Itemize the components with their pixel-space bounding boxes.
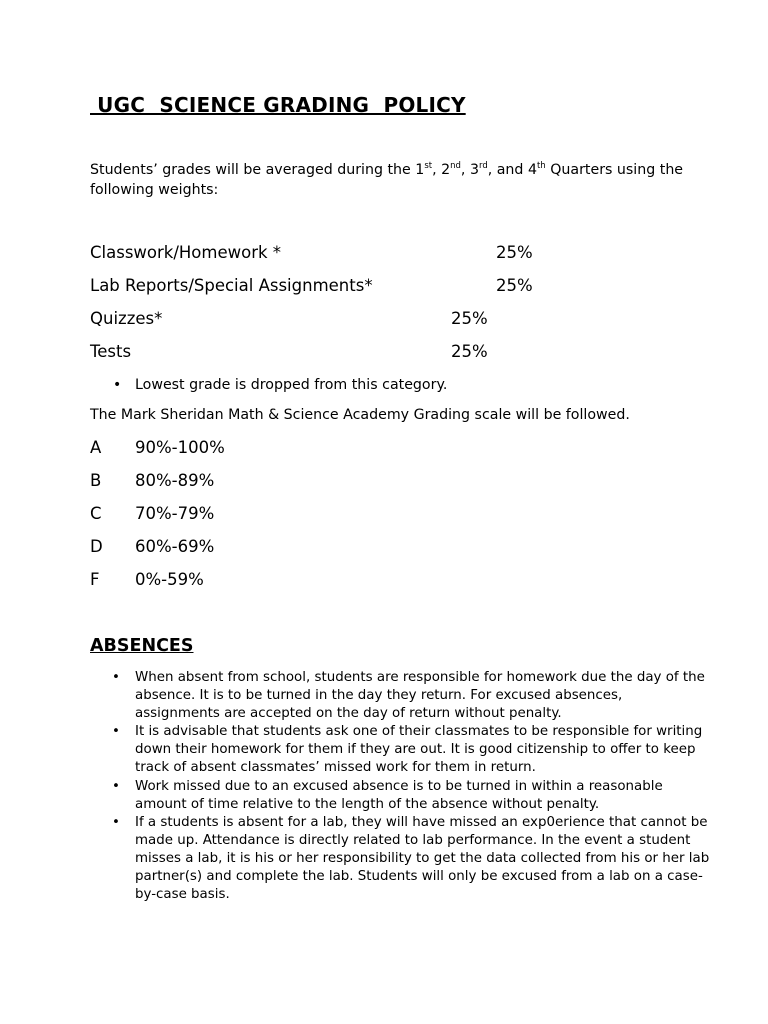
bullet-icon: • bbox=[112, 814, 120, 830]
list-item-text: Work missed due to an excused absence is to be turned in within a reasonable amount of time relative to the length of the absence without penalty. bbox=[135, 778, 663, 812]
intro-paragraph bbox=[90, 160, 690, 200]
list-item bbox=[90, 778, 710, 814]
weight-row-tests bbox=[90, 342, 488, 361]
absences-list bbox=[90, 669, 710, 904]
weight-row-quizzes bbox=[90, 309, 488, 328]
list-item bbox=[90, 669, 710, 723]
intro-text-2: , 2 bbox=[432, 162, 451, 178]
grade-range: 0%-59% bbox=[135, 570, 204, 589]
intro-sup-1: st bbox=[424, 161, 433, 171]
grade-letter: B bbox=[90, 471, 102, 490]
bullet-icon: • bbox=[112, 724, 120, 740]
intro-sup-4: th bbox=[536, 161, 546, 171]
weight-percent: 25% bbox=[496, 276, 533, 295]
intro-sup-2: nd bbox=[450, 161, 461, 171]
weight-label: Classwork/Homework * bbox=[90, 243, 282, 262]
grade-range: 90%-100% bbox=[135, 438, 225, 457]
intro-text-4: , and 4 bbox=[487, 162, 537, 178]
page-title: UGC SCIENCE GRADING POLICY bbox=[90, 93, 466, 117]
weight-row-classwork bbox=[90, 243, 533, 262]
weight-label: Tests bbox=[90, 342, 132, 361]
absences-heading: ABSENCES bbox=[90, 636, 194, 656]
list-item-text: It is advisable that students ask one of their classmates to be responsible for writing down their homework for them if they are out. It is good citizenship to offer to keep track of absent classmates’ missed work for them in return. bbox=[135, 724, 703, 776]
list-item-text: If a students is absent for a lab, they will have missed an exp0erience that cannot be made up. Attendance is directly related to lab performance. In the event a student misses a lab, it is his or her responsibility to get the data collected from his or her lab partner(s) and complete the lab. Students will only be excused from a lab on a case-by-case basis. bbox=[135, 814, 710, 903]
bullet-icon: • bbox=[112, 670, 120, 685]
grade-letter: C bbox=[90, 504, 102, 523]
list-item-text: When absent from school, students are responsible for homework due the day of the absence. It is to be turned in the day they return. For excused absences, assignments are accepted on the day of return without penalty. bbox=[135, 670, 705, 722]
weight-label: Lab Reports/Special Assignments* bbox=[90, 276, 373, 295]
weight-percent: 25% bbox=[496, 243, 533, 262]
grade-range: 70%-79% bbox=[135, 504, 215, 523]
list-item bbox=[90, 723, 710, 777]
intro-text-5: Quarters using the following weights: bbox=[90, 162, 684, 198]
intro-text-1: Students’ grades will be averaged during the 1 bbox=[90, 162, 425, 178]
grade-letter: A bbox=[90, 438, 102, 457]
list-item bbox=[90, 814, 710, 904]
weight-row-lab-reports bbox=[90, 276, 533, 295]
weight-percent: 25% bbox=[451, 309, 488, 328]
grade-letter: F bbox=[90, 570, 100, 589]
grade-range: 60%-69% bbox=[135, 537, 215, 556]
intro-text-3: , 3 bbox=[460, 162, 479, 178]
weights-note: Lowest grade is dropped from this category. bbox=[135, 377, 448, 393]
weight-label: Quizzes* bbox=[90, 309, 163, 328]
grading-scale-intro: The Mark Sheridan Math & Science Academy Grading scale will be followed. bbox=[90, 407, 630, 423]
grade-letter: D bbox=[90, 537, 103, 556]
intro-sup-3: rd bbox=[478, 161, 488, 171]
bullet-icon: • bbox=[113, 377, 122, 393]
bullet-icon: • bbox=[112, 778, 120, 794]
grade-range: 80%-89% bbox=[135, 471, 215, 490]
weight-percent: 25% bbox=[451, 342, 488, 361]
